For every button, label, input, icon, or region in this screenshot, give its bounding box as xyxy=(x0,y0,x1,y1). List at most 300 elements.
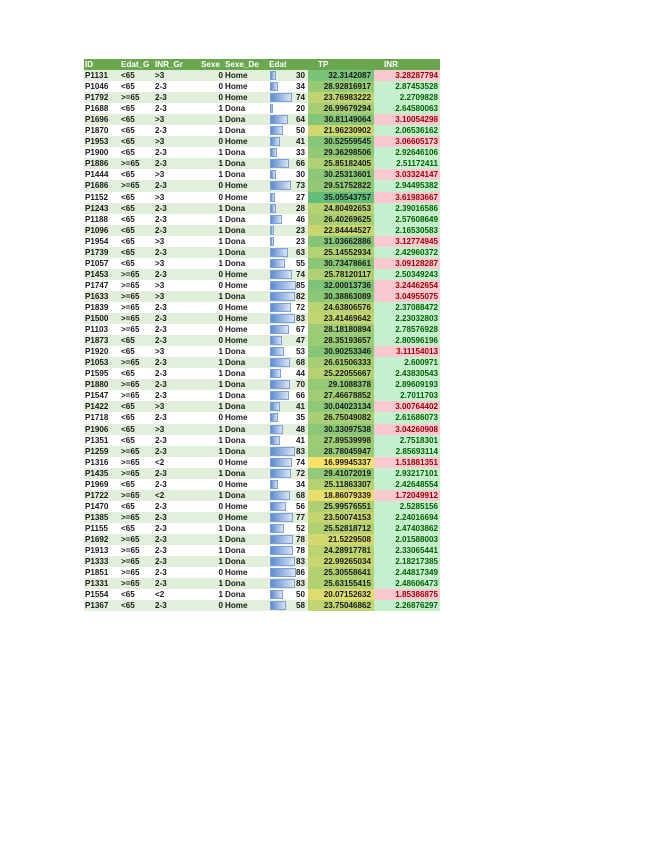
cell-sexe-de[interactable]: Home xyxy=(224,81,268,92)
cell-sexe-de[interactable]: Home xyxy=(224,136,268,147)
cell-sexe-de[interactable]: Dona xyxy=(224,236,268,247)
cell-edat[interactable] xyxy=(268,457,308,468)
cell-tp[interactable]: 27.89539998 xyxy=(308,435,374,446)
table-row[interactable] xyxy=(84,180,440,191)
cell-id[interactable]: P1331 xyxy=(84,578,120,589)
cell-sexe-de[interactable]: Dona xyxy=(224,291,268,302)
table-row[interactable] xyxy=(84,457,440,468)
cell-id[interactable]: P1873 xyxy=(84,335,120,346)
table-row[interactable] xyxy=(84,357,440,368)
cell-sexe-de[interactable]: Home xyxy=(224,501,268,512)
cell-edat-g[interactable]: <65 xyxy=(120,600,154,611)
cell-id[interactable]: P1722 xyxy=(84,490,120,501)
cell-tp[interactable]: 29.1088378 xyxy=(308,379,374,390)
cell-id[interactable]: P1792 xyxy=(84,92,120,103)
cell-sexe[interactable]: 1 xyxy=(200,169,224,180)
table-row[interactable] xyxy=(84,269,440,280)
cell-inr[interactable]: 2.80596196 xyxy=(374,335,440,346)
cell-inr-gr[interactable]: 2-3 xyxy=(154,180,200,191)
cell-inr-gr[interactable]: 2-3 xyxy=(154,92,200,103)
cell-inr-gr[interactable]: <2 xyxy=(154,457,200,468)
cell-sexe-de[interactable]: Home xyxy=(224,192,268,203)
cell-edat[interactable] xyxy=(268,158,308,169)
cell-inr-gr[interactable]: 2-3 xyxy=(154,357,200,368)
cell-inr-gr[interactable]: <2 xyxy=(154,490,200,501)
cell-tp[interactable]: 25.63155415 xyxy=(308,578,374,589)
cell-sexe-de[interactable]: Dona xyxy=(224,490,268,501)
cell-inr[interactable]: 2.26876297 xyxy=(374,600,440,611)
cell-sexe-de[interactable]: Dona xyxy=(224,424,268,435)
cell-sexe[interactable]: 0 xyxy=(200,457,224,468)
cell-inr[interactable]: 2.7011703 xyxy=(374,390,440,401)
cell-edat[interactable] xyxy=(268,169,308,180)
cell-edat[interactable] xyxy=(268,589,308,600)
cell-id[interactable]: P1880 xyxy=(84,379,120,390)
cell-edat-g[interactable]: >=65 xyxy=(120,390,154,401)
cell-sexe[interactable]: 1 xyxy=(200,225,224,236)
cell-sexe[interactable]: 1 xyxy=(200,258,224,269)
cell-edat[interactable] xyxy=(268,346,308,357)
cell-sexe-de[interactable]: Home xyxy=(224,600,268,611)
cell-edat-g[interactable]: <65 xyxy=(120,214,154,225)
cell-id[interactable]: P1953 xyxy=(84,136,120,147)
cell-edat-g[interactable]: >=65 xyxy=(120,468,154,479)
cell-inr-gr[interactable]: 2-3 xyxy=(154,158,200,169)
cell-sexe[interactable]: 0 xyxy=(200,567,224,578)
table-row[interactable] xyxy=(84,390,440,401)
cell-edat-g[interactable]: <65 xyxy=(120,147,154,158)
table-row[interactable] xyxy=(84,147,440,158)
cell-sexe-de[interactable]: Home xyxy=(224,412,268,423)
cell-inr-gr[interactable]: 2-3 xyxy=(154,302,200,313)
cell-edat[interactable] xyxy=(268,412,308,423)
table-row[interactable] xyxy=(84,446,440,457)
cell-edat-g[interactable]: >=65 xyxy=(120,556,154,567)
cell-edat[interactable] xyxy=(268,114,308,125)
cell-id[interactable]: P1422 xyxy=(84,401,120,412)
cell-edat[interactable] xyxy=(268,567,308,578)
table-row[interactable] xyxy=(84,501,440,512)
cell-sexe-de[interactable]: Home xyxy=(224,457,268,468)
cell-sexe[interactable]: 0 xyxy=(200,180,224,191)
cell-inr[interactable]: 2.43830543 xyxy=(374,368,440,379)
cell-inr-gr[interactable]: >3 xyxy=(154,236,200,247)
cell-inr-gr[interactable]: 2-3 xyxy=(154,103,200,114)
cell-inr[interactable]: 3.12774945 xyxy=(374,236,440,247)
cell-id[interactable]: P1367 xyxy=(84,600,120,611)
cell-inr-gr[interactable]: 2-3 xyxy=(154,313,200,324)
cell-edat[interactable] xyxy=(268,368,308,379)
cell-edat[interactable] xyxy=(268,192,308,203)
cell-sexe[interactable]: 0 xyxy=(200,192,224,203)
cell-sexe-de[interactable]: Dona xyxy=(224,225,268,236)
cell-tp[interactable]: 25.52818712 xyxy=(308,523,374,534)
cell-edat-g[interactable]: >=65 xyxy=(120,180,154,191)
cell-sexe-de[interactable]: Dona xyxy=(224,147,268,158)
cell-tp[interactable]: 30.90253346 xyxy=(308,346,374,357)
cell-inr-gr[interactable]: 2-3 xyxy=(154,501,200,512)
cell-id[interactable]: P1103 xyxy=(84,324,120,335)
cell-inr-gr[interactable]: 2-3 xyxy=(154,390,200,401)
cell-tp[interactable]: 32.00013736 xyxy=(308,280,374,291)
cell-tp[interactable]: 29.51752822 xyxy=(308,180,374,191)
cell-inr[interactable]: 2.57608649 xyxy=(374,214,440,225)
cell-edat-g[interactable]: <65 xyxy=(120,169,154,180)
cell-edat-g[interactable]: <65 xyxy=(120,114,154,125)
cell-sexe-de[interactable]: Dona xyxy=(224,401,268,412)
cell-edat[interactable] xyxy=(268,578,308,589)
cell-sexe-de[interactable]: Dona xyxy=(224,203,268,214)
cell-tp[interactable]: 30.38863089 xyxy=(308,291,374,302)
cell-sexe[interactable]: 1 xyxy=(200,291,224,302)
cell-edat[interactable] xyxy=(268,92,308,103)
cell-edat-g[interactable]: >=65 xyxy=(120,578,154,589)
cell-edat-g[interactable]: <65 xyxy=(120,479,154,490)
cell-sexe-de[interactable]: Dona xyxy=(224,158,268,169)
table-row[interactable] xyxy=(84,335,440,346)
cell-tp[interactable]: 29.41072019 xyxy=(308,468,374,479)
cell-inr[interactable]: 2.16530583 xyxy=(374,225,440,236)
cell-tp[interactable]: 25.14552934 xyxy=(308,247,374,258)
cell-inr-gr[interactable]: 2-3 xyxy=(154,435,200,446)
cell-tp[interactable]: 28.18180894 xyxy=(308,324,374,335)
table-row[interactable] xyxy=(84,280,440,291)
table-row[interactable] xyxy=(84,313,440,324)
table-row[interactable] xyxy=(84,169,440,180)
cell-tp[interactable]: 20.07152632 xyxy=(308,589,374,600)
cell-id[interactable]: P1851 xyxy=(84,567,120,578)
table-row[interactable] xyxy=(84,468,440,479)
table-row[interactable] xyxy=(84,225,440,236)
cell-sexe[interactable]: 1 xyxy=(200,214,224,225)
cell-edat[interactable] xyxy=(268,147,308,158)
cell-edat[interactable] xyxy=(268,225,308,236)
cell-sexe[interactable]: 0 xyxy=(200,280,224,291)
cell-id[interactable]: P1046 xyxy=(84,81,120,92)
cell-inr[interactable]: 2.85693114 xyxy=(374,446,440,457)
col-header-inr[interactable]: INR xyxy=(374,59,440,70)
cell-sexe[interactable]: 0 xyxy=(200,70,224,81)
cell-sexe[interactable]: 0 xyxy=(200,501,224,512)
table-row[interactable] xyxy=(84,401,440,412)
cell-edat-g[interactable]: <65 xyxy=(120,192,154,203)
cell-sexe[interactable]: 1 xyxy=(200,424,224,435)
cell-edat[interactable] xyxy=(268,468,308,479)
cell-tp[interactable]: 32.3142087 xyxy=(308,70,374,81)
cell-edat-g[interactable]: <65 xyxy=(120,335,154,346)
cell-sexe[interactable]: 1 xyxy=(200,446,224,457)
cell-edat-g[interactable]: >=65 xyxy=(120,379,154,390)
cell-id[interactable]: P1131 xyxy=(84,70,120,81)
cell-edat-g[interactable]: <65 xyxy=(120,435,154,446)
cell-sexe-de[interactable]: Dona xyxy=(224,103,268,114)
table-row[interactable] xyxy=(84,523,440,534)
cell-sexe[interactable]: 0 xyxy=(200,92,224,103)
cell-edat[interactable] xyxy=(268,335,308,346)
cell-edat[interactable] xyxy=(268,103,308,114)
cell-edat-g[interactable]: >=65 xyxy=(120,545,154,556)
cell-sexe[interactable]: 1 xyxy=(200,390,224,401)
cell-edat[interactable] xyxy=(268,313,308,324)
cell-edat-g[interactable]: >=65 xyxy=(120,158,154,169)
cell-sexe-de[interactable]: Home xyxy=(224,280,268,291)
cell-tp[interactable]: 28.78045947 xyxy=(308,446,374,457)
cell-id[interactable]: P1633 xyxy=(84,291,120,302)
cell-inr-gr[interactable]: <2 xyxy=(154,589,200,600)
cell-edat-g[interactable]: >=65 xyxy=(120,324,154,335)
cell-inr[interactable]: 3.04955075 xyxy=(374,291,440,302)
cell-inr[interactable]: 2.33065441 xyxy=(374,545,440,556)
cell-tp[interactable]: 26.99679294 xyxy=(308,103,374,114)
cell-edat-g[interactable]: >=65 xyxy=(120,457,154,468)
cell-sexe-de[interactable]: Home xyxy=(224,313,268,324)
table-row[interactable] xyxy=(84,81,440,92)
cell-tp[interactable]: 30.25313601 xyxy=(308,169,374,180)
cell-edat-g[interactable]: <65 xyxy=(120,70,154,81)
cell-inr-gr[interactable]: 2-3 xyxy=(154,324,200,335)
cell-sexe-de[interactable]: Dona xyxy=(224,523,268,534)
cell-inr[interactable]: 2.64580063 xyxy=(374,103,440,114)
cell-inr[interactable]: 2.5285156 xyxy=(374,501,440,512)
table-row[interactable] xyxy=(84,534,440,545)
cell-edat-g[interactable]: >=65 xyxy=(120,302,154,313)
cell-tp[interactable]: 25.22055667 xyxy=(308,368,374,379)
table-row[interactable] xyxy=(84,412,440,423)
cell-tp[interactable]: 28.35193657 xyxy=(308,335,374,346)
cell-tp[interactable]: 29.36298506 xyxy=(308,147,374,158)
cell-edat[interactable] xyxy=(268,81,308,92)
cell-sexe[interactable]: 1 xyxy=(200,523,224,534)
cell-sexe-de[interactable]: Dona xyxy=(224,578,268,589)
cell-sexe[interactable]: 1 xyxy=(200,379,224,390)
cell-edat[interactable] xyxy=(268,523,308,534)
cell-sexe[interactable]: 1 xyxy=(200,556,224,567)
cell-sexe-de[interactable]: Home xyxy=(224,324,268,335)
cell-edat[interactable] xyxy=(268,379,308,390)
cell-inr[interactable]: 2.42648554 xyxy=(374,479,440,490)
cell-sexe[interactable]: 1 xyxy=(200,589,224,600)
cell-edat[interactable] xyxy=(268,600,308,611)
cell-sexe-de[interactable]: Home xyxy=(224,567,268,578)
cell-edat[interactable] xyxy=(268,534,308,545)
cell-sexe-de[interactable]: Dona xyxy=(224,258,268,269)
table-row[interactable] xyxy=(84,324,440,335)
table-row[interactable] xyxy=(84,92,440,103)
cell-inr[interactable]: 2.93217101 xyxy=(374,468,440,479)
table-row[interactable] xyxy=(84,512,440,523)
cell-inr[interactable]: 2.37088472 xyxy=(374,302,440,313)
cell-sexe[interactable]: 1 xyxy=(200,545,224,556)
cell-tp[interactable]: 21.5229508 xyxy=(308,534,374,545)
table-row[interactable] xyxy=(84,136,440,147)
table-row[interactable] xyxy=(84,556,440,567)
cell-id[interactable]: P1686 xyxy=(84,180,120,191)
cell-inr-gr[interactable]: 2-3 xyxy=(154,81,200,92)
cell-sexe-de[interactable]: Home xyxy=(224,92,268,103)
cell-inr[interactable]: 1.51881351 xyxy=(374,457,440,468)
cell-sexe[interactable]: 1 xyxy=(200,490,224,501)
cell-inr[interactable]: 3.61983667 xyxy=(374,192,440,203)
table-row[interactable] xyxy=(84,600,440,611)
cell-sexe[interactable]: 1 xyxy=(200,114,224,125)
cell-id[interactable]: P1718 xyxy=(84,412,120,423)
cell-sexe[interactable]: 1 xyxy=(200,368,224,379)
cell-edat[interactable] xyxy=(268,424,308,435)
cell-edat[interactable] xyxy=(268,203,308,214)
cell-inr-gr[interactable]: 2-3 xyxy=(154,446,200,457)
cell-inr[interactable]: 2.47403862 xyxy=(374,523,440,534)
cell-tp[interactable]: 26.40269625 xyxy=(308,214,374,225)
cell-inr-gr[interactable]: >3 xyxy=(154,280,200,291)
cell-inr[interactable]: 2.06536162 xyxy=(374,125,440,136)
cell-sexe[interactable]: 0 xyxy=(200,313,224,324)
cell-tp[interactable]: 30.04023134 xyxy=(308,401,374,412)
cell-edat[interactable] xyxy=(268,501,308,512)
cell-id[interactable]: P1057 xyxy=(84,258,120,269)
cell-inr-gr[interactable]: 2-3 xyxy=(154,534,200,545)
cell-inr[interactable]: 2.94495382 xyxy=(374,180,440,191)
cell-sexe[interactable]: 0 xyxy=(200,81,224,92)
table-row[interactable] xyxy=(84,567,440,578)
table-row[interactable] xyxy=(84,578,440,589)
cell-sexe-de[interactable]: Dona xyxy=(224,214,268,225)
table-row[interactable] xyxy=(84,589,440,600)
cell-tp[interactable]: 23.75046862 xyxy=(308,600,374,611)
cell-sexe-de[interactable]: Dona xyxy=(224,379,268,390)
cell-inr[interactable]: 2.01588003 xyxy=(374,534,440,545)
cell-id[interactable]: P1739 xyxy=(84,247,120,258)
cell-inr-gr[interactable]: 2-3 xyxy=(154,556,200,567)
table-row[interactable] xyxy=(84,236,440,247)
cell-id[interactable]: P1920 xyxy=(84,346,120,357)
cell-edat[interactable] xyxy=(268,125,308,136)
cell-sexe[interactable]: 0 xyxy=(200,412,224,423)
cell-tp[interactable]: 31.03662886 xyxy=(308,236,374,247)
table-row[interactable] xyxy=(84,424,440,435)
cell-sexe-de[interactable]: Home xyxy=(224,70,268,81)
cell-edat-g[interactable]: <65 xyxy=(120,412,154,423)
cell-tp[interactable]: 25.30558641 xyxy=(308,567,374,578)
cell-id[interactable]: P1870 xyxy=(84,125,120,136)
cell-edat[interactable] xyxy=(268,479,308,490)
cell-id[interactable]: P1155 xyxy=(84,523,120,534)
cell-edat-g[interactable]: >=65 xyxy=(120,313,154,324)
cell-id[interactable]: P1692 xyxy=(84,534,120,545)
cell-sexe[interactable]: 1 xyxy=(200,346,224,357)
cell-tp[interactable]: 24.80492653 xyxy=(308,203,374,214)
cell-sexe-de[interactable]: Dona xyxy=(224,435,268,446)
cell-edat[interactable] xyxy=(268,324,308,335)
cell-inr-gr[interactable]: >3 xyxy=(154,424,200,435)
cell-inr[interactable]: 2.78576928 xyxy=(374,324,440,335)
cell-edat-g[interactable]: >=65 xyxy=(120,446,154,457)
cell-inr-gr[interactable]: 2-3 xyxy=(154,125,200,136)
cell-tp[interactable]: 24.28917781 xyxy=(308,545,374,556)
cell-sexe-de[interactable]: Dona xyxy=(224,169,268,180)
cell-tp[interactable]: 16.99945337 xyxy=(308,457,374,468)
cell-id[interactable]: P1500 xyxy=(84,313,120,324)
cell-sexe[interactable]: 1 xyxy=(200,125,224,136)
cell-sexe[interactable]: 1 xyxy=(200,158,224,169)
cell-inr[interactable]: 3.06605173 xyxy=(374,136,440,147)
cell-inr-gr[interactable]: 2-3 xyxy=(154,379,200,390)
cell-sexe-de[interactable]: Dona xyxy=(224,247,268,258)
cell-inr[interactable]: 3.03324147 xyxy=(374,169,440,180)
cell-inr-gr[interactable]: 2-3 xyxy=(154,412,200,423)
cell-sexe[interactable]: 0 xyxy=(200,324,224,335)
cell-edat-g[interactable]: <65 xyxy=(120,225,154,236)
cell-id[interactable]: P1053 xyxy=(84,357,120,368)
cell-inr-gr[interactable]: >3 xyxy=(154,114,200,125)
cell-sexe-de[interactable]: Dona xyxy=(224,114,268,125)
table-row[interactable] xyxy=(84,379,440,390)
cell-sexe[interactable]: 0 xyxy=(200,302,224,313)
table-row[interactable] xyxy=(84,214,440,225)
cell-sexe-de[interactable]: Dona xyxy=(224,589,268,600)
col-header-sexe[interactable]: Sexe xyxy=(200,59,224,70)
cell-edat-g[interactable]: >=65 xyxy=(120,269,154,280)
col-header-inr-gr[interactable]: INR_Gr xyxy=(154,59,200,70)
cell-tp[interactable]: 18.86079339 xyxy=(308,490,374,501)
cell-sexe-de[interactable]: Dona xyxy=(224,545,268,556)
cell-inr[interactable]: 2.39016586 xyxy=(374,203,440,214)
cell-inr[interactable]: 2.18217385 xyxy=(374,556,440,567)
cell-id[interactable]: P1333 xyxy=(84,556,120,567)
cell-inr[interactable]: 1.72049912 xyxy=(374,490,440,501)
cell-inr[interactable]: 2.48606473 xyxy=(374,578,440,589)
cell-inr[interactable]: 3.04260908 xyxy=(374,424,440,435)
cell-tp[interactable]: 30.33097538 xyxy=(308,424,374,435)
cell-id[interactable]: P1435 xyxy=(84,468,120,479)
cell-inr[interactable]: 2.89609193 xyxy=(374,379,440,390)
cell-inr-gr[interactable]: >3 xyxy=(154,192,200,203)
cell-tp[interactable]: 30.52559545 xyxy=(308,136,374,147)
cell-edat-g[interactable]: <65 xyxy=(120,247,154,258)
table-row[interactable] xyxy=(84,125,440,136)
cell-edat-g[interactable]: <65 xyxy=(120,589,154,600)
cell-sexe[interactable]: 1 xyxy=(200,236,224,247)
col-header-tp[interactable]: TP xyxy=(308,59,374,70)
cell-id[interactable]: P1595 xyxy=(84,368,120,379)
cell-sexe-de[interactable]: Home xyxy=(224,335,268,346)
cell-id[interactable]: P1839 xyxy=(84,302,120,313)
cell-inr[interactable]: 3.24462654 xyxy=(374,280,440,291)
cell-sexe-de[interactable]: Dona xyxy=(224,468,268,479)
cell-tp[interactable]: 35.05543757 xyxy=(308,192,374,203)
cell-edat-g[interactable]: >=65 xyxy=(120,534,154,545)
cell-id[interactable]: P1470 xyxy=(84,501,120,512)
cell-sexe[interactable]: 1 xyxy=(200,103,224,114)
cell-edat[interactable] xyxy=(268,435,308,446)
cell-edat-g[interactable]: <65 xyxy=(120,136,154,147)
cell-edat-g[interactable]: >=65 xyxy=(120,567,154,578)
cell-inr-gr[interactable]: 2-3 xyxy=(154,147,200,158)
cell-tp[interactable]: 23.76983222 xyxy=(308,92,374,103)
cell-tp[interactable]: 25.85182405 xyxy=(308,158,374,169)
cell-edat[interactable] xyxy=(268,70,308,81)
cell-sexe-de[interactable]: Home xyxy=(224,512,268,523)
cell-id[interactable]: P1316 xyxy=(84,457,120,468)
table-row[interactable] xyxy=(84,368,440,379)
cell-tp[interactable]: 26.61506333 xyxy=(308,357,374,368)
cell-inr[interactable]: 3.00764402 xyxy=(374,401,440,412)
table-row[interactable] xyxy=(84,192,440,203)
cell-id[interactable]: P1243 xyxy=(84,203,120,214)
cell-sexe[interactable]: 1 xyxy=(200,578,224,589)
cell-edat-g[interactable]: <65 xyxy=(120,368,154,379)
cell-edat[interactable] xyxy=(268,258,308,269)
cell-sexe[interactable]: 1 xyxy=(200,401,224,412)
